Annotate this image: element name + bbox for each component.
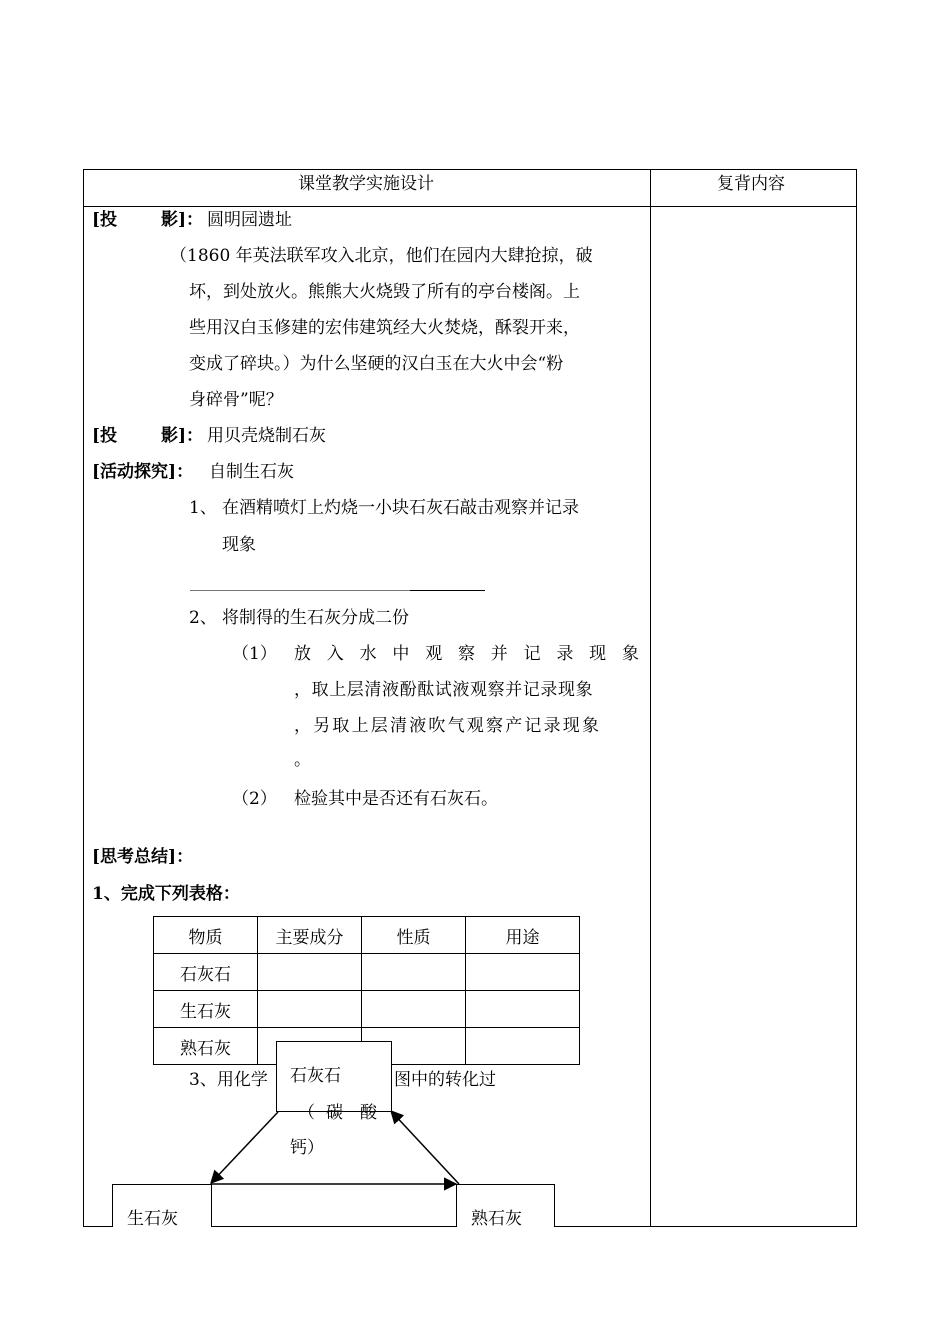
char: 并: [490, 644, 508, 664]
table-header-cell: 用途: [466, 917, 580, 954]
table-cell: 生石灰: [154, 991, 258, 1028]
projection2-tag-a: [投: [92, 426, 118, 446]
activity-tag: [活动探究]：: [92, 462, 194, 482]
paragraph-line-2: 坏，到处放火。熊熊大火烧毁了所有的亭台楼阁。上: [189, 282, 580, 302]
paragraph-line-4: 变成了碎块。）为什么坚硬的汉白玉在大火中会“粉: [189, 354, 564, 374]
frame-left: [83, 169, 84, 1227]
char: 中: [392, 644, 410, 664]
substep2-text: 检验其中是否还有石灰石。: [294, 789, 498, 809]
limestone-sublabel-char1: 碳: [326, 1103, 343, 1123]
paragraph-line-1: （1860 年英法联军攻入北京，他们在园内大肆抢掠，破: [170, 246, 593, 266]
char: 入: [326, 644, 344, 664]
step2-text: 将制得的生石灰分成二份: [222, 608, 409, 628]
step1-number: 1、: [189, 498, 217, 518]
char: 放: [294, 644, 311, 664]
table-header-row: [154, 917, 580, 954]
substep2-number: （2）: [232, 789, 277, 809]
arrow-slakedlime-to-limestone: [391, 1111, 459, 1184]
table-row: [154, 954, 580, 991]
char: 录: [556, 644, 574, 664]
table-cell: [362, 954, 466, 991]
substep1-line4: 。: [294, 750, 311, 770]
limestone-sublabel-paren: （: [298, 1103, 315, 1123]
slakedlime-label: 熟石灰: [471, 1209, 522, 1229]
table-header-cell: 主要成分: [258, 917, 362, 954]
paragraph-line-5: 身碎骨”呢？: [189, 390, 283, 410]
table-cell: [466, 991, 580, 1028]
frame-middle: [650, 169, 651, 1227]
table-cell: [258, 954, 362, 991]
projection2-tag-b: 影]：: [161, 426, 204, 446]
char: 察: [457, 644, 475, 664]
table-header-cell: 物质: [154, 917, 258, 954]
limestone-box: [276, 1041, 392, 1112]
step2-number: 2、: [189, 608, 217, 628]
table-cell: [466, 1028, 580, 1065]
projection-title: 圆明园遗址: [207, 210, 292, 230]
substep1-line3: ，另取上层清液吹气观察产记录现象: [294, 716, 602, 736]
task1-title: 1、完成下列表格：: [92, 884, 240, 904]
projection2-title: 用贝壳烧制石灰: [207, 426, 326, 446]
activity-title: 自制生石灰: [209, 462, 294, 482]
table-cell: 熟石灰: [154, 1028, 258, 1065]
header-right: 复背内容: [717, 174, 785, 194]
step1-text: 在酒精喷灯上灼烧一小块石灰石敲击观察并记录: [222, 498, 579, 518]
limestone-sublabel-line3: 钙）: [290, 1138, 324, 1158]
table-cell: [466, 954, 580, 991]
summary-tag: [思考总结]：: [92, 847, 194, 867]
table-cell: [258, 991, 362, 1028]
paragraph-line-3: 些用汉白玉修建的宏伟建筑经大火焚烧，酥裂开来，: [189, 318, 580, 338]
answer-line-thin: [190, 590, 410, 591]
char: 象: [621, 644, 639, 664]
table-cell: 石灰石: [154, 954, 258, 991]
step1-continuation: 现象: [222, 535, 256, 555]
frame-header-divider: [83, 206, 857, 207]
arrow-limestone-to-quicklime: [211, 1112, 278, 1183]
task3-text-a: 3、用化学: [189, 1070, 268, 1090]
task3-text-b: 图中的转化过: [394, 1070, 496, 1090]
substep1-number: （1）: [232, 644, 277, 664]
frame-top: [83, 169, 857, 170]
limestone-sublabel-char2: 酸: [360, 1103, 377, 1123]
limestone-label: 石灰石: [290, 1066, 341, 1086]
substep1-line1: [294, 646, 639, 663]
char: 观: [425, 644, 443, 664]
char: 记: [523, 644, 541, 664]
substep1-line2: ，取上层清液酚酞试液观察并记录现象: [294, 680, 594, 700]
table-row: [154, 991, 580, 1028]
projection-tag-a: [投: [92, 210, 118, 230]
answer-line-thick: [410, 590, 485, 591]
table-header-cell: 性质: [362, 917, 466, 954]
char: 水: [359, 644, 377, 664]
quicklime-label: 生石灰: [127, 1209, 178, 1229]
slakedlime-box: [456, 1184, 555, 1227]
header-left: 课堂教学实施设计: [298, 174, 434, 194]
projection-tag-b: 影]：: [161, 210, 204, 230]
char: 现: [589, 644, 607, 664]
quicklime-box: [112, 1184, 212, 1227]
frame-right: [856, 169, 857, 1227]
table-cell: [362, 991, 466, 1028]
